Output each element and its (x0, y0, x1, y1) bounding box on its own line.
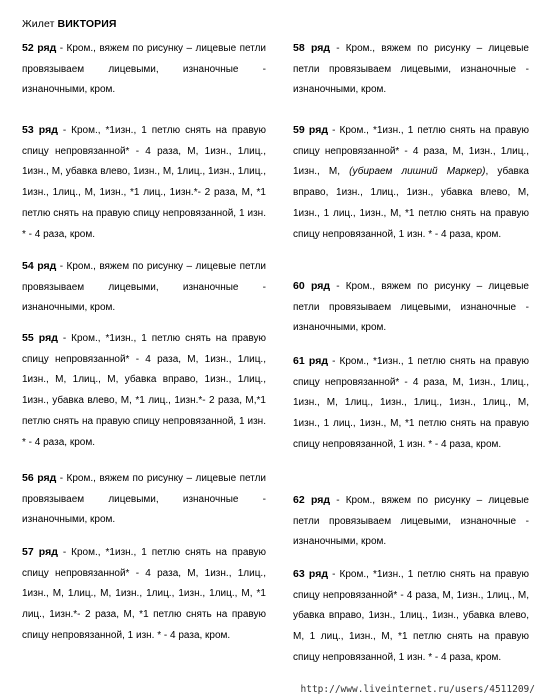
row-53-text: - Кром., *1изн., 1 петлю снять на правую спицу непровязанной* - 4 раза, М, 1изн., 1лиц., 1изн., М, убавка влево, 1изн., М, 1лиц., 1изн., 1лиц., 1изн., 1лиц., М, 1изн., *1 лиц., 1изн.*- 2 раза, М, *1 петлю снять на правую спицу непровязанной, 1 изн. * - 4 раза, кром. (22, 125, 266, 240)
row-53-paragraph (22, 120, 266, 245)
document-header (22, 18, 117, 30)
row-59-paragraph (293, 120, 529, 245)
row-58-paragraph (293, 38, 529, 101)
row-59-italic-note: (убираем лишний Маркер) (349, 166, 486, 178)
row-55-paragraph (22, 328, 266, 453)
source-url-watermark: http://www.liveinternet.ru/users/4511209/ (300, 684, 535, 695)
row-57-label: 57 ряд (22, 546, 58, 558)
header-title: ВИКТОРИЯ (57, 18, 117, 30)
row-61-paragraph (293, 351, 529, 456)
row-59-text: - Кром., *1изн., 1 петлю снять на правую спицу непровязанной* - 4 раза, М, 1изн., 1лиц., 1изн., М, (293, 125, 529, 178)
row-61-text: - Кром., *1изн., 1 петлю снять на правую спицу непровязанной* - 4 раза, М, 1изн., 1лиц., 1изн., М, 1лиц., 1изн., 1лиц., 1изн., 1лиц., М, 1изн., 1 лиц., 1изн., М, *1 петлю снять на правую спицу непровязанной, 1 изн. * - 4 раза, кром. (293, 356, 529, 450)
row-59-text-continued: , убавка вправо, 1изн., 1лиц., 1изн., убавка влево, М, 1изн., 1 лиц., 1изн., М, *1 петлю снять на правую спицу непровязанной, 1 изн. * - 4 раза, кром. (293, 166, 529, 240)
row-62-paragraph (293, 490, 529, 553)
row-60-text: - Кром., вяжем по рисунку – лицевые петли провязываем лицевыми, изнаночные - изнаночными, кром. (293, 281, 529, 334)
row-58-label: 58 ряд (293, 42, 331, 54)
row-55-label: 55 ряд (22, 332, 58, 344)
header-prefix: Жилет (22, 18, 58, 30)
row-63-paragraph (293, 564, 529, 669)
row-55-text: - Кром., *1изн., 1 петлю снять на правую спицу непровязанной* - 4 раза, М, 1изн., 1лиц., 1изн., М, 1лиц., М, убавка вправо, 1изн., 1лиц., 1изн., убавка влево, М, *1 лиц., 1изн.*- 2 раза, М,*1 петлю снять на правую спицу непровязанной, 1 изн. * - 4 раза, кром. (22, 333, 266, 448)
row-52-label: 52 ряд (22, 42, 57, 54)
row-63-text: - Кром., *1изн., 1 петлю снять на правую спицу непровязанной* - 4 раза, М, 1изн., 1лиц., М, убавка вправо, 1изн., 1лиц., 1изн., убавка влево, М, 1 лиц., 1изн., М, *1 петлю снять на правую спицу непровязанной, 1 изн. * - 4 раза, кром. (293, 569, 529, 663)
row-59-label: 59 ряд (293, 124, 328, 136)
row-62-text: - Кром., вяжем по рисунку – лицевые петли провязываем лицевыми, изнаночные - изнаночными, кром. (293, 495, 529, 548)
row-54-label: 54 ряд (22, 260, 57, 272)
row-61-label: 61 ряд (293, 355, 328, 367)
row-52-paragraph (22, 38, 266, 101)
row-54-text: - Кром., вяжем по рисунку – лицевые петли провязываем лицевыми, изнаночные - изнаночными, кром. (22, 261, 266, 314)
row-56-text: - Кром., вяжем по рисунку – лицевые петли провязываем лицевыми, изнаночные - изнаночными, кром. (22, 473, 266, 526)
row-58-text: - Кром., вяжем по рисунку – лицевые петли провязываем лицевыми, изнаночные - изнаночными, кром. (293, 43, 529, 96)
row-52-text: - Кром., вяжем по рисунку – лицевые петли провязываем лицевыми, изнаночные - изнаночными, кром. (22, 43, 266, 96)
row-57-text: - Кром., *1изн., 1 петлю снять на правую спицу непровязанной* - 4 раза, М, 1изн., 1лиц., 1изн., М, 1лиц., М, 1изн., 1лиц., 1изн., 1лиц., М, *1 лиц., 1изн.*- 2 раза, М, *1 петлю снять на правую спицу непровязанной, 1 изн. * - 4 раза, кром. (22, 547, 266, 641)
row-54-paragraph (22, 256, 266, 319)
row-56-label: 56 ряд (22, 472, 57, 484)
row-63-label: 63 ряд (293, 568, 328, 580)
row-53-label: 53 ряд (22, 124, 58, 136)
row-57-paragraph (22, 542, 266, 647)
row-60-label: 60 ряд (293, 280, 331, 292)
row-56-paragraph (22, 468, 266, 531)
row-60-paragraph (293, 276, 529, 339)
row-62-label: 62 ряд (293, 494, 331, 506)
